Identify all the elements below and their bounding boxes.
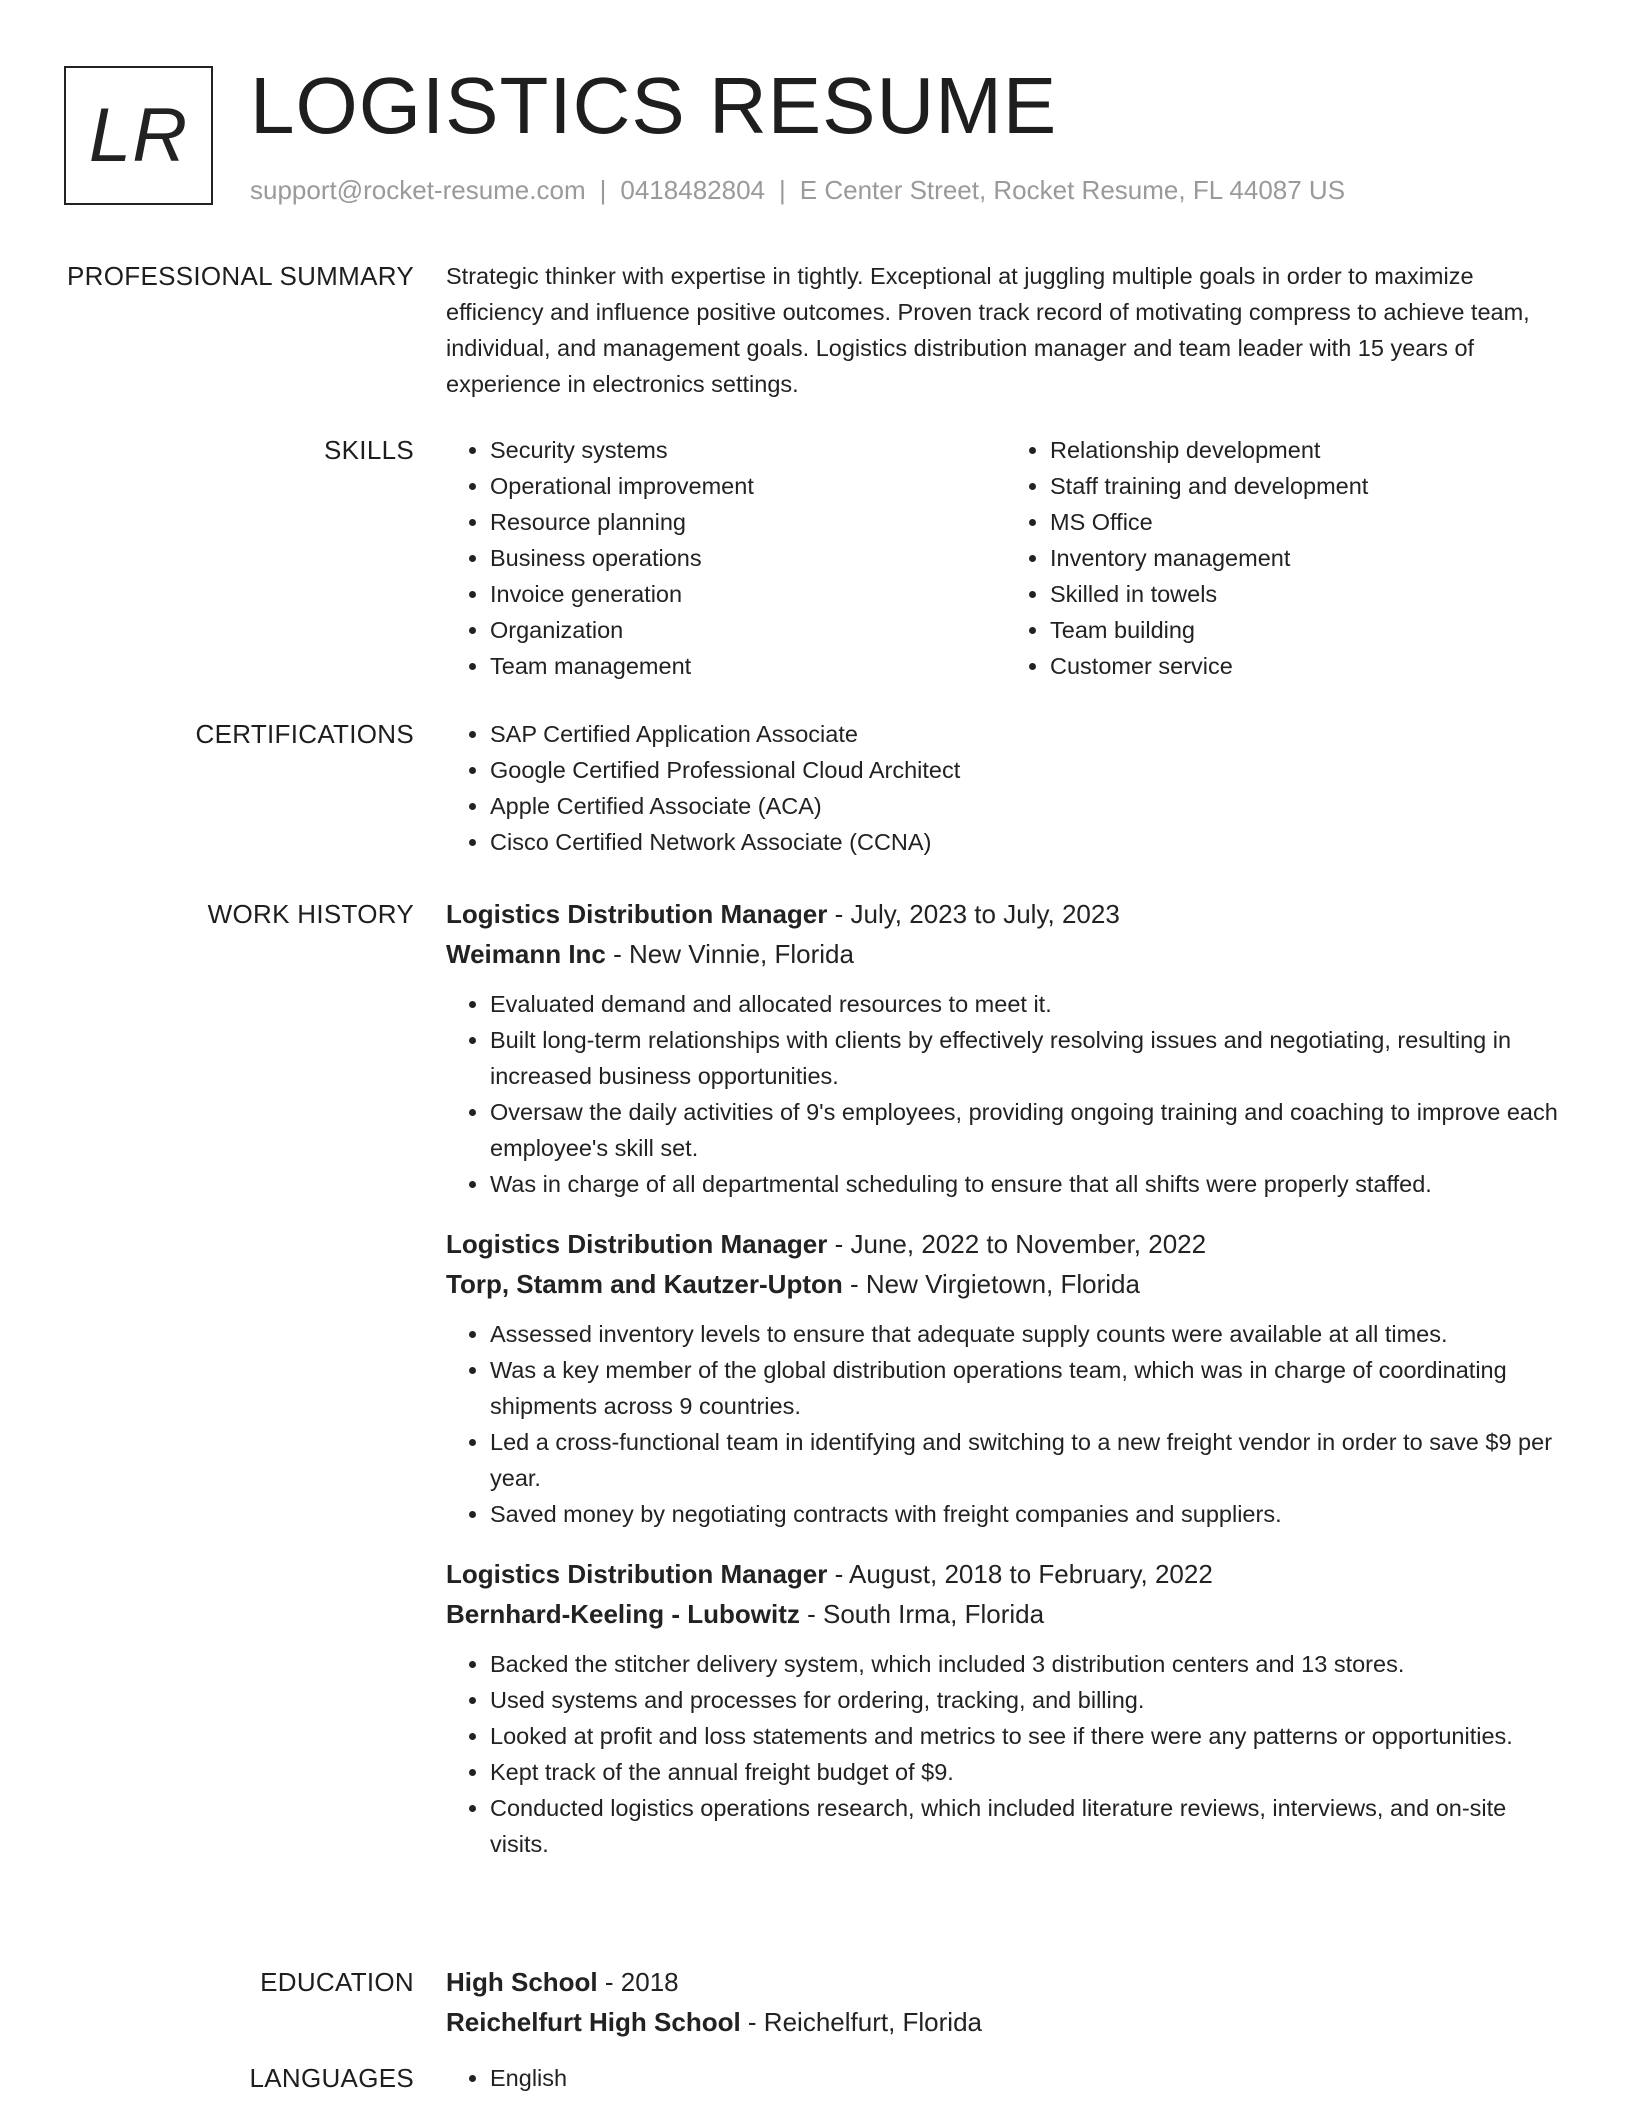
skill-item: • Team building xyxy=(1050,612,1566,648)
skill-item: • Staff training and development xyxy=(1050,468,1566,504)
education-degree-line xyxy=(446,1962,1566,2002)
skill-item: • Organization xyxy=(490,612,1006,648)
job-company-line xyxy=(446,934,1566,974)
education-entry xyxy=(446,1962,1566,2042)
certification-item: • Apple Certified Associate (ACA) xyxy=(490,788,1566,824)
job-company: Torp, Stamm and Kautzer-Upton xyxy=(446,1269,843,1299)
certification-item: • Google Certified Professional Cloud Architect xyxy=(490,752,1566,788)
job-title: Logistics Distribution Manager xyxy=(446,1559,828,1589)
job-bullet: • Led a cross-functional team in identifying and switching to a new freight vendor in order to save $9 per year. xyxy=(490,1424,1566,1496)
job-company: Bernhard-Keeling - Lubowitz xyxy=(446,1599,800,1629)
job-bullets xyxy=(446,986,1566,1202)
section-label-work-history: WORK HISTORY xyxy=(207,899,414,929)
skills-column-right xyxy=(1006,432,1566,684)
job-bullet: • Saved money by negotiating contracts with freight companies and suppliers. xyxy=(490,1496,1566,1532)
skill-item: • Resource planning xyxy=(490,504,1006,540)
job-title-line xyxy=(446,894,1566,934)
job-bullets xyxy=(446,1646,1566,1862)
education-location: - Reichelfurt, Florida xyxy=(747,2007,982,2037)
job-bullet: • Kept track of the annual freight budget of $9. xyxy=(490,1754,1566,1790)
section-label-skills: SKILLS xyxy=(324,435,414,465)
skills-column-left xyxy=(446,432,1006,684)
job-location: - New Vinnie, Florida xyxy=(613,939,854,969)
skill-item: • Inventory management xyxy=(1050,540,1566,576)
contact-separator: | xyxy=(599,175,607,205)
job-bullet: • Conducted logistics operations research, which included literature reviews, interviews, and on-site visits. xyxy=(490,1790,1566,1862)
job-company-line xyxy=(446,1264,1566,1304)
skill-item: • Invoice generation xyxy=(490,576,1006,612)
job-dates: - August, 2018 to February, 2022 xyxy=(834,1559,1213,1589)
skill-item: • MS Office xyxy=(1050,504,1566,540)
certification-item: • SAP Certified Application Associate xyxy=(490,716,1566,752)
contact-phone: 0418482804 xyxy=(620,175,765,205)
skill-item: • Business operations xyxy=(490,540,1006,576)
job-title-line xyxy=(446,1224,1566,1264)
job-dates: - July, 2023 to July, 2023 xyxy=(834,899,1120,929)
job-bullet: • Backed the stitcher delivery system, which included 3 distribution centers and 13 stores. xyxy=(490,1646,1566,1682)
certification-item: • Cisco Certified Network Associate (CCNA) xyxy=(490,824,1566,860)
skill-item: • Operational improvement xyxy=(490,468,1006,504)
education-school: Reichelfurt High School xyxy=(446,2007,741,2037)
job-entry xyxy=(446,894,1566,1202)
skill-item: • Relationship development xyxy=(1050,432,1566,468)
language-item: • English xyxy=(490,2060,1566,2096)
job-title: Logistics Distribution Manager xyxy=(446,899,828,929)
certifications-list xyxy=(446,716,1566,860)
work-history-list xyxy=(446,894,1566,1884)
job-bullet: • Oversaw the daily activities of 9's employees, providing ongoing training and coaching to improve each employee's skill set. xyxy=(490,1094,1566,1166)
contact-line xyxy=(250,174,1345,208)
job-dates: - June, 2022 to November, 2022 xyxy=(834,1229,1207,1259)
job-entry xyxy=(446,1224,1566,1532)
section-label-education: EDUCATION xyxy=(260,1967,414,1997)
contact-address: E Center Street, Rocket Resume, FL 44087 US xyxy=(799,175,1346,205)
education-school-line xyxy=(446,2002,1566,2042)
skill-item: • Team management xyxy=(490,648,1006,684)
resume-header xyxy=(64,61,1564,211)
skill-item: • Skilled in towels xyxy=(1050,576,1566,612)
job-location: - South Irma, Florida xyxy=(807,1599,1045,1629)
skill-item: • Security systems xyxy=(490,432,1006,468)
skill-item: • Customer service xyxy=(1050,648,1566,684)
job-bullet: • Was a key member of the global distribution operations team, which was in charge of coordinating shipments across 9 countries. xyxy=(490,1352,1566,1424)
section-label-languages: LANGUAGES xyxy=(249,2063,414,2093)
education-year: - 2018 xyxy=(604,1967,679,1997)
monogram-logo: LR xyxy=(64,66,213,205)
job-bullet: • Built long-term relationships with clients by effectively resolving issues and negotiating, resulting in increased business opportunities. xyxy=(490,1022,1566,1094)
contact-email: support@rocket-resume.com xyxy=(250,175,586,205)
resume-title: LOGISTICS RESUME xyxy=(250,61,1058,150)
job-location: - New Virgietown, Florida xyxy=(849,1269,1140,1299)
skills-list xyxy=(446,432,1566,684)
job-bullet: • Was in charge of all departmental scheduling to ensure that all shifts were properly staffed. xyxy=(490,1166,1566,1202)
job-bullet: • Assessed inventory levels to ensure that adequate supply counts were available at all times. xyxy=(490,1316,1566,1352)
languages-list xyxy=(446,2060,1566,2096)
job-company: Weimann Inc xyxy=(446,939,606,969)
job-entry xyxy=(446,1554,1566,1862)
job-bullets xyxy=(446,1316,1566,1532)
job-company-line xyxy=(446,1594,1566,1634)
section-label-certifications: CERTIFICATIONS xyxy=(195,719,414,749)
section-label-summary: PROFESSIONAL SUMMARY xyxy=(67,261,414,291)
education-degree: High School xyxy=(446,1967,598,1997)
job-bullet: • Used systems and processes for ordering, tracking, and billing. xyxy=(490,1682,1566,1718)
contact-separator: | xyxy=(779,175,786,205)
job-bullet: • Looked at profit and loss statements and metrics to see if there were any patterns or opportunities. xyxy=(490,1718,1566,1754)
job-title-line xyxy=(446,1554,1566,1594)
job-bullet: • Evaluated demand and allocated resources to meet it. xyxy=(490,986,1566,1022)
summary-text: Strategic thinker with expertise in tightly. Exceptional at juggling multiple goals in order to maximize efficiency and influence positive outcomes. Proven track record of motivating compress to achieve team, individual, and management goals. Logistics distribution manager and team leader with 15 years of experience in electronics settings. xyxy=(446,263,1530,397)
job-title: Logistics Distribution Manager xyxy=(446,1229,828,1259)
